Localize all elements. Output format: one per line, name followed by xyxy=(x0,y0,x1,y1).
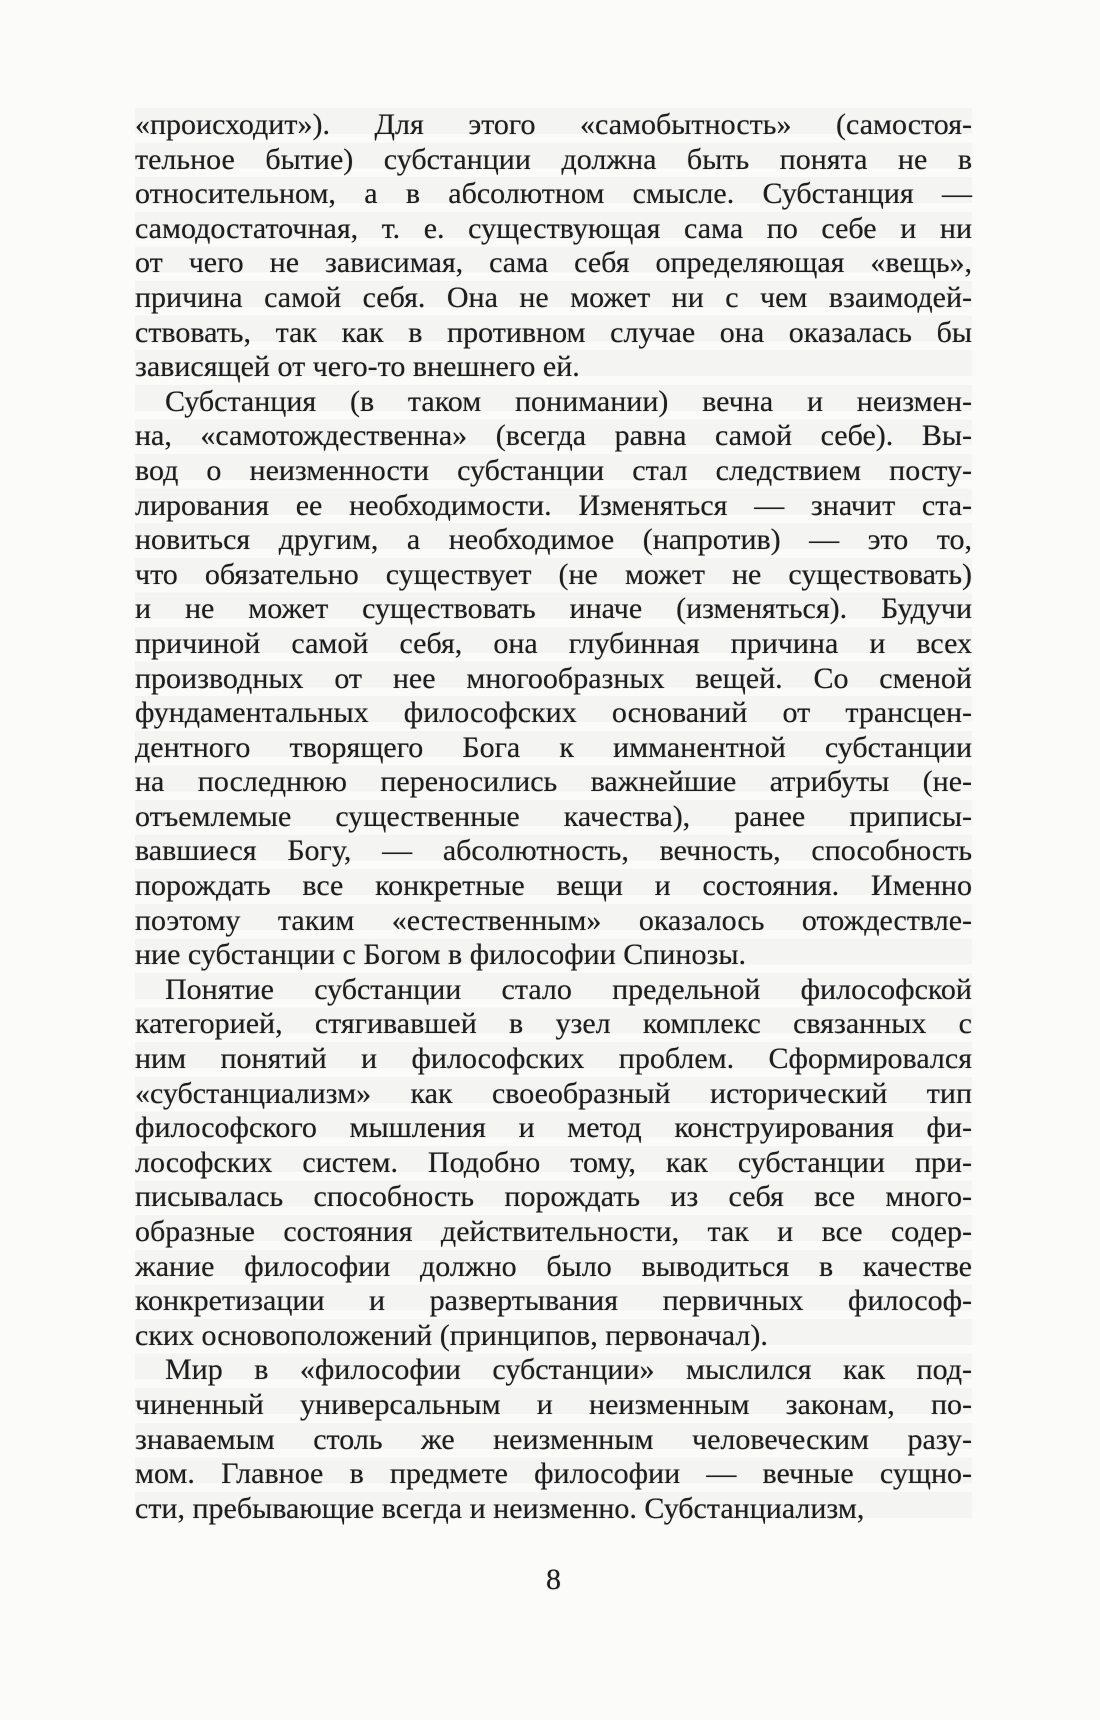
text-line: на, «самотождественна» (всегда равна самой себе). Вы- xyxy=(135,419,972,453)
text-line: Субстанция (в таком понимании) вечна и неизмен- xyxy=(165,384,972,418)
text-line: «происходит»). Для этого «самобытность» (самостоя- xyxy=(135,108,972,141)
text-line: самодостаточная, т. е. существующая сама по себе и ни xyxy=(135,211,972,245)
text-line: лирования ее необходимости. Изменяться — значит ста- xyxy=(135,488,972,522)
text-line: конкретизации и развертывания первичных философ- xyxy=(135,1284,972,1318)
paragraph xyxy=(135,385,972,973)
text-line: что обязательно существует (не может не существовать) xyxy=(135,557,972,591)
text-line: «субстанциализм» как своеобразный исторический тип xyxy=(135,1076,972,1110)
paragraph xyxy=(135,973,972,1354)
text-line: порождать все конкретные вещи и состояния. Именно xyxy=(135,869,972,903)
text-line: производных от нее многообразных вещей. Со сменой xyxy=(135,661,972,695)
text-line: ствовать, так как в противном случае она оказалась бы xyxy=(135,315,972,349)
text-line: от чего не зависимая, сама себя определяющая «вещь», xyxy=(135,246,972,280)
text-line: поэтому таким «естественным» оказалось отождествле- xyxy=(135,903,972,937)
text-line: на последнюю переносились важнейшие атрибуты (не- xyxy=(135,765,972,799)
text-line: жание философии должно было выводиться в качестве xyxy=(135,1249,972,1283)
text-line: и не может существовать иначе (изменяться). Будучи xyxy=(135,592,972,626)
text-line: относительном, а в абсолютном смысле. Субстанция — xyxy=(135,177,972,211)
text-line: Мир в «философии субстанции» мыслился как под- xyxy=(165,1353,972,1387)
text-line: Понятие субстанции стало предельной философской xyxy=(165,972,972,1006)
text-line: мом. Главное в предмете философии — вечные сущно- xyxy=(135,1457,972,1491)
text-line: вавшиеся Богу, — абсолютность, вечность, способность xyxy=(135,834,972,868)
text-line: лософских систем. Подобно тому, как субстанции при- xyxy=(135,1145,972,1179)
text-line: дентного творящего Бога к имманентной субстанции xyxy=(135,730,972,764)
text-line: причиной самой себя, она глубинная причина и всех xyxy=(135,626,972,660)
text-line: знаваемым столь же неизменным человеческим разу- xyxy=(135,1422,972,1456)
text-line: зависящей от чего-то внешнего ей. xyxy=(135,350,580,384)
text-line: ним понятий и философских проблем. Сформировался xyxy=(135,1042,972,1076)
text-line: ние субстанции с Богом в философии Спинозы. xyxy=(135,938,746,972)
text-line: тельное бытие) субстанции должна быть понята не в xyxy=(135,142,972,176)
text-line: образные состояния действительности, так и все содер- xyxy=(135,1215,972,1248)
paragraph xyxy=(135,108,972,385)
text-block xyxy=(135,108,972,1526)
text-line: вод о неизменности субстанции стал следствием посту- xyxy=(135,453,972,487)
text-line: отъемлемые существенные качества), ранее приписы- xyxy=(135,799,972,833)
text-line: фундаментальных философских оснований от трансцен- xyxy=(135,696,972,730)
text-line: ских основоположений (принципов, первоначал). xyxy=(135,1318,768,1352)
text-line: причина самой себя. Она не может ни с чем взаимодей- xyxy=(135,280,972,314)
paragraph xyxy=(135,1353,972,1526)
text-line: новиться другим, а необходимое (напротив) — это то, xyxy=(135,523,972,557)
text-line: писывалась способность порождать из себя все много- xyxy=(135,1180,972,1214)
text-line: философского мышления и метод конструирования фи- xyxy=(135,1111,972,1145)
page-number: 8 xyxy=(546,1563,561,1596)
text-line: сти, пребывающие всегда и неизменно. Субстанциализм, xyxy=(135,1491,865,1525)
text-line: чиненный универсальным и неизменным законам, по- xyxy=(135,1387,972,1421)
text-line: категорией, стягивавшей в узел комплекс связанных с xyxy=(135,1007,972,1041)
